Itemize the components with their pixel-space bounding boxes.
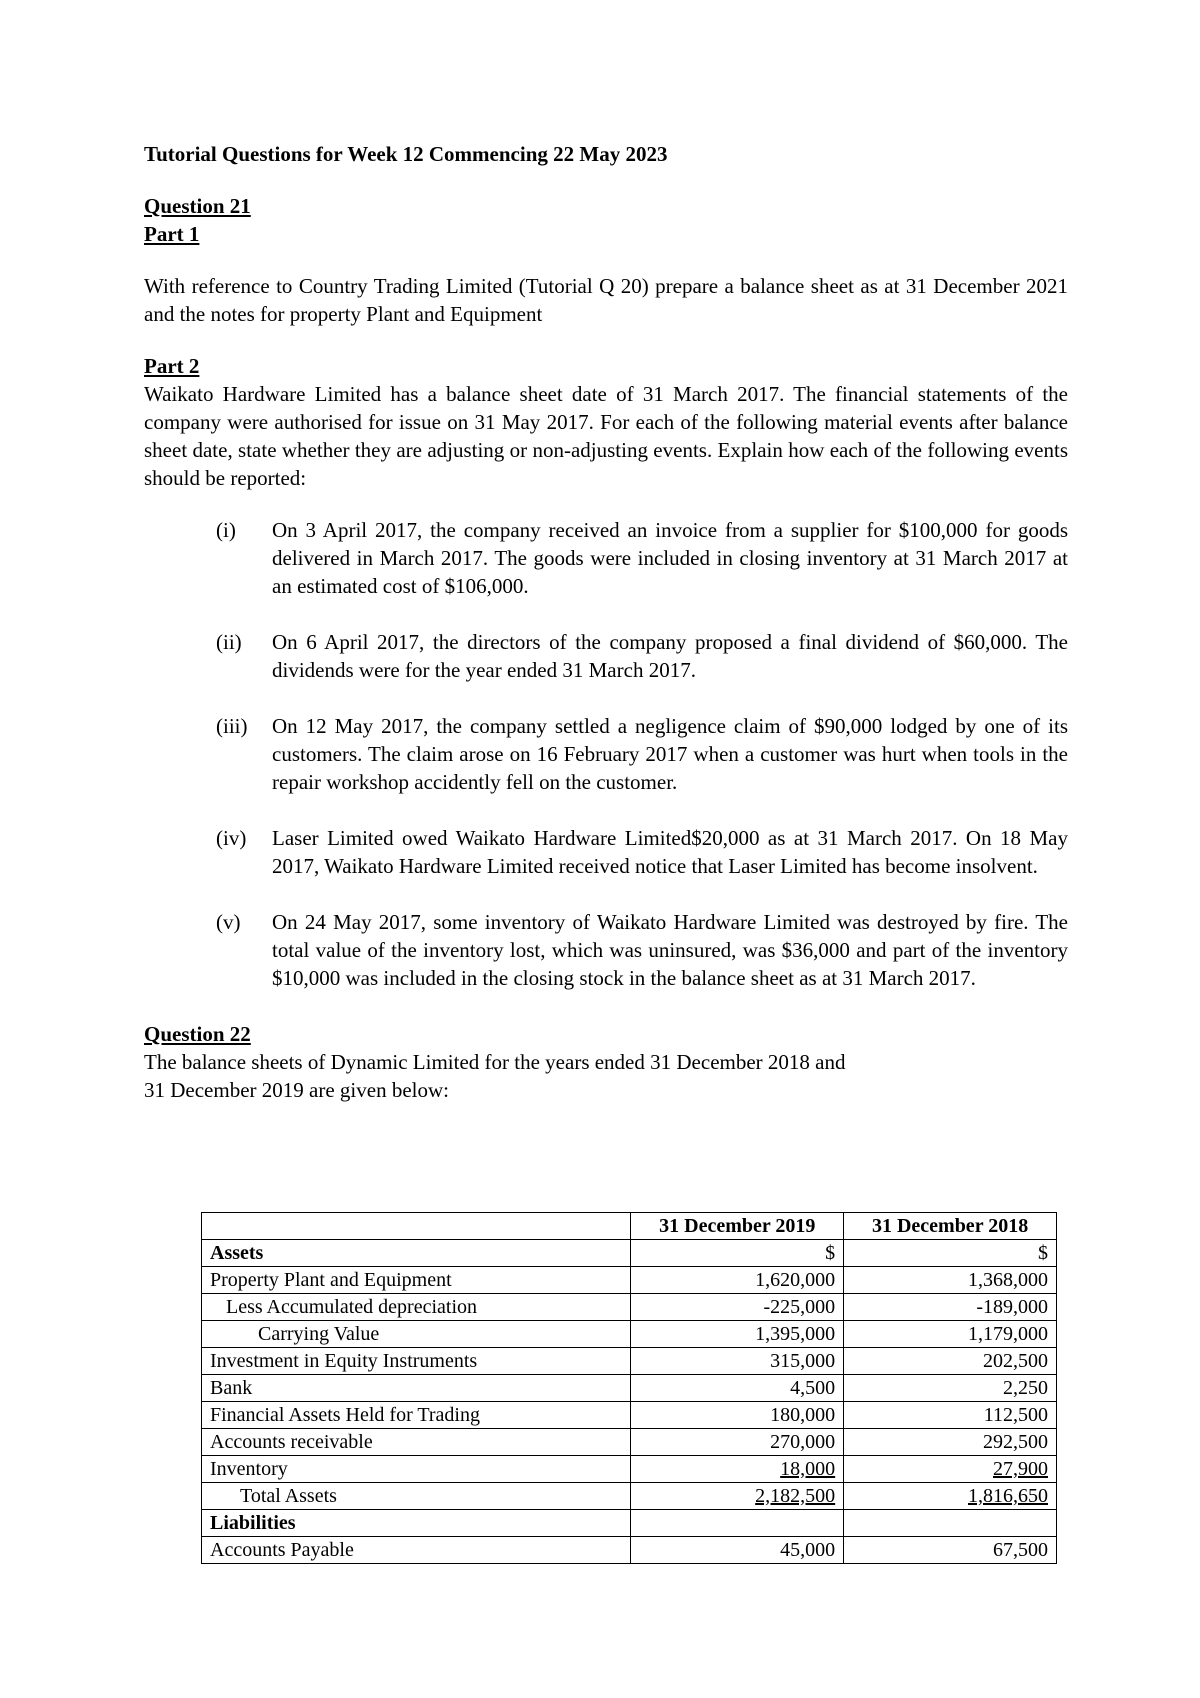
table-row	[202, 1348, 1057, 1375]
question-22-intro-line-2: 31 December 2019 are given below:	[144, 1078, 449, 1102]
row-label: Financial Assets Held for Trading	[202, 1402, 631, 1429]
row-label: Property Plant and Equipment	[202, 1267, 631, 1294]
table-row	[202, 1402, 1057, 1429]
table-row	[202, 1321, 1057, 1348]
table-header-row	[202, 1213, 1057, 1240]
events-list	[144, 516, 1068, 992]
item-number: (iii)	[216, 714, 248, 738]
row-label: Less Accumulated depreciation	[202, 1294, 631, 1321]
value-2019: 4,500	[631, 1375, 844, 1402]
value-2019: 1,395,000	[631, 1321, 844, 1348]
table-row	[202, 1510, 1057, 1537]
value-2018: -189,000	[844, 1294, 1057, 1321]
item-number: (ii)	[216, 630, 242, 654]
row-label: Accounts Payable	[202, 1537, 631, 1564]
value-2018: 2,250	[844, 1375, 1057, 1402]
list-item	[216, 516, 1068, 600]
table-row	[202, 1483, 1057, 1510]
table-row	[202, 1456, 1057, 1483]
row-label: Accounts receivable	[202, 1429, 631, 1456]
row-label: Investment in Equity Instruments	[202, 1348, 631, 1375]
list-item	[216, 824, 1068, 880]
item-text: On 24 May 2017, some inventory of Waikato Hardware Limited was destroyed by fire. The total value of the inventory lost, which was uninsured, was $36,000 and part of the inventory $10,000 was included in the closing stock in the balance sheet as at 31 March 2017.	[272, 910, 1068, 990]
value-2018: 1,179,000	[844, 1321, 1057, 1348]
value-2018: 292,500	[844, 1429, 1057, 1456]
value-2018: 1,368,000	[844, 1267, 1057, 1294]
part-1-text: With reference to Country Trading Limited (Tutorial Q 20) prepare a balance sheet as at 31 December 2021 and the notes for property Plant and Equipment	[144, 274, 1068, 326]
question-21-heading: Question 21	[144, 194, 251, 218]
list-item	[216, 628, 1068, 684]
part-1-heading: Part 1	[144, 222, 200, 246]
item-number: (v)	[216, 910, 241, 934]
document-page	[144, 140, 1068, 1104]
table-row	[202, 1537, 1057, 1564]
value-2019: -225,000	[631, 1294, 844, 1321]
table-row	[202, 1375, 1057, 1402]
value-2018: 1,816,650	[968, 1485, 1048, 1507]
currency-2018: $	[844, 1240, 1057, 1267]
part-2-text: Waikato Hardware Limited has a balance sheet date of 31 March 2017. The financial statements of the company were authorised for issue on 31 May 2017. For each of the following material events after balance sheet date, state whether they are adjusting or non-adjusting events. Explain how each of the following events should be reported:	[144, 382, 1068, 490]
row-label: Inventory	[202, 1456, 631, 1483]
question-22-heading: Question 22	[144, 1022, 251, 1046]
value-2018: 67,500	[844, 1537, 1057, 1564]
item-number: (iv)	[216, 826, 247, 850]
column-header-2019: 31 December 2019	[631, 1213, 844, 1240]
assets-label: Assets	[202, 1240, 631, 1267]
value-2018: 27,900	[993, 1458, 1048, 1480]
row-label: Carrying Value	[202, 1321, 631, 1348]
value-2019: 1,620,000	[631, 1267, 844, 1294]
balance-sheet-table	[201, 1212, 1057, 1564]
document-title: Tutorial Questions for Week 12 Commencing 22 May 2023	[144, 142, 668, 166]
value-2018: 202,500	[844, 1348, 1057, 1375]
value-2019: 315,000	[631, 1348, 844, 1375]
item-text: Laser Limited owed Waikato Hardware Limited$20,000 as at 31 March 2017. On 18 May 2017, Waikato Hardware Limited received notice that Laser Limited has become insolvent.	[272, 826, 1068, 878]
table-row	[202, 1267, 1057, 1294]
value-2019: 18,000	[780, 1458, 836, 1480]
list-item	[216, 712, 1068, 796]
item-text: On 6 April 2017, the directors of the company proposed a final dividend of $60,000. The dividends were for the year ended 31 March 2017.	[272, 630, 1068, 682]
value-2018: 112,500	[844, 1402, 1057, 1429]
item-number: (i)	[216, 518, 236, 542]
row-label: Total Assets	[202, 1483, 631, 1510]
value-2019: 270,000	[631, 1429, 844, 1456]
item-text: On 12 May 2017, the company settled a negligence claim of $90,000 lodged by one of its customers. The claim arose on 16 February 2017 when a customer was hurt when tools in the repair workshop accidently fell on the customer.	[272, 714, 1068, 794]
item-text: On 3 April 2017, the company received an invoice from a supplier for $100,000 for goods delivered in March 2017. The goods were included in closing inventory at 31 March 2017 at an estimated cost of $106,000.	[272, 518, 1068, 598]
part-2-heading: Part 2	[144, 354, 200, 378]
liabilities-label: Liabilities	[202, 1510, 631, 1537]
list-item	[216, 908, 1068, 992]
row-label: Bank	[202, 1375, 631, 1402]
table-row	[202, 1429, 1057, 1456]
column-header-2018: 31 December 2018	[844, 1213, 1057, 1240]
currency-2019: $	[631, 1240, 844, 1267]
question-22-intro-line-1: The balance sheets of Dynamic Limited for the years ended 31 December 2018 and	[144, 1050, 846, 1074]
value-2019: 2,182,500	[755, 1485, 836, 1507]
value-2019: 45,000	[631, 1537, 844, 1564]
table-row	[202, 1240, 1057, 1267]
table-row	[202, 1294, 1057, 1321]
value-2019: 180,000	[631, 1402, 844, 1429]
